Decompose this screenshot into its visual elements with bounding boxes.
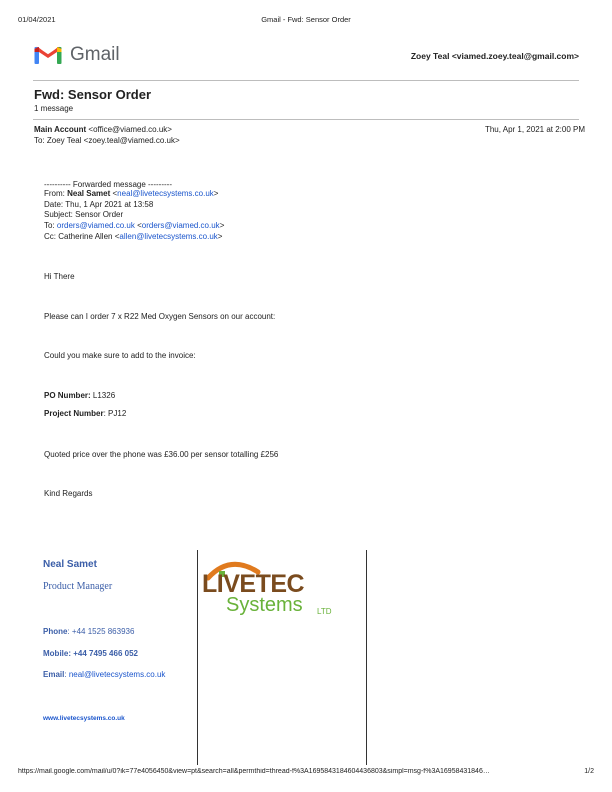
signature-name: Neal Samet [43, 559, 97, 570]
print-date: 01/04/2021 [18, 15, 56, 24]
forwarded-from: From: Neal Samet <neal@livetecsystems.co.uk> [44, 189, 219, 198]
body-greeting: Hi There [44, 272, 75, 281]
livetec-logo-text: LIVETEC [202, 570, 305, 598]
gmail-logo[interactable] [34, 44, 62, 67]
livetec-systems-text: Systems [226, 594, 303, 616]
po-label: PO Number: [44, 391, 91, 400]
sender-email: <office@viamed.co.uk> [88, 125, 172, 134]
body-closing: Kind Regards [44, 489, 93, 498]
divider-subject [33, 119, 579, 120]
sender-name: Main Account [34, 125, 87, 134]
forwarded-to-email-link-2[interactable]: orders@viamed.co.uk [141, 221, 220, 230]
phone-label: Phone [43, 627, 68, 636]
forwarded-subject: Subject: Sensor Order [44, 210, 124, 219]
email-label: Email [43, 670, 65, 679]
thread-subject: Fwd: Sensor Order [34, 87, 152, 102]
project-value: PJ12 [108, 409, 127, 418]
account-name: Zoey Teal [410, 51, 450, 61]
forwarded-header: ---------- Forwarded message --------- [44, 180, 172, 189]
mobile-label: Mobile: [43, 649, 71, 658]
message-sender [34, 125, 172, 134]
signature-divider-right [366, 550, 367, 765]
signature-role: Product Manager [43, 581, 113, 592]
signature-mobile [43, 649, 138, 658]
forwarded-from-name: Neal Samet [67, 189, 111, 198]
livetec-logo [202, 556, 362, 626]
body-project: Project Number: PJ12 [44, 409, 127, 418]
body-invoice: Could you make sure to add to the invoice: [44, 351, 196, 360]
message-recipients: To: Zoey Teal <zoey.teal@viamed.co.uk> [34, 136, 180, 145]
forwarded-date: Date: Thu, 1 Apr 2021 at 13:58 [44, 200, 154, 209]
forwarded-to: To: orders@viamed.co.uk <orders@viamed.co.uk> [44, 221, 225, 230]
footer-url: https://mail.google.com/mail/u/0?ik=77e4056450&view=pt&search=all&permthid=thread-f%3A1695843184604436803&simpl=msg-f%3A16958431846… [18, 768, 490, 775]
forwarded-cc-label: Cc: Catherine Allen [44, 232, 113, 241]
body-request: Please can I order 7 x R22 Med Oxygen Sensors on our account: [44, 312, 276, 321]
project-label: Project Number [44, 409, 104, 418]
mobile-value[interactable]: +44 7495 466 052 [73, 649, 138, 658]
divider-top [33, 80, 579, 81]
signature-divider-left [197, 550, 198, 765]
message-count: 1 message [34, 104, 74, 113]
forwarded-cc-email-link[interactable]: allen@livetecsystems.co.uk [119, 232, 218, 241]
livetec-ltd-text: LTD [317, 607, 332, 616]
forwarded-from-label: From: [44, 189, 65, 198]
account-email: <viamed.zoey.teal@gmail.com> [451, 51, 579, 61]
body-po [44, 391, 115, 400]
phone-value[interactable]: +44 1525 863936 [71, 627, 135, 636]
gmail-logo-text: Gmail [70, 44, 120, 65]
signature-website [43, 715, 125, 722]
website-link[interactable]: www.livetecsystems.co.uk [43, 715, 125, 722]
account-info [411, 51, 579, 61]
signature-phone: Phone: +44 1525 863936 [43, 627, 135, 636]
body-quote: Quoted price over the phone was £36.00 per sensor totalling £256 [44, 450, 279, 459]
signature-email-link[interactable]: neal@livetecsystems.co.uk [68, 670, 166, 679]
signature-email: Email: neal@livetecsystems.co.uk [43, 670, 166, 679]
gmail-m-icon [34, 44, 62, 65]
forwarded-to-label: To: [44, 221, 55, 230]
po-value: L1326 [92, 391, 116, 400]
footer-page-number: 1/2 [584, 768, 594, 775]
print-title: Gmail - Fwd: Sensor Order [261, 15, 351, 24]
forwarded-from-email-link[interactable]: neal@livetecsystems.co.uk [117, 189, 214, 198]
forwarded-to-email-link[interactable]: orders@viamed.co.uk [56, 221, 135, 230]
forwarded-cc: Cc: Catherine Allen <allen@livetecsystems.co.uk> [44, 232, 223, 241]
message-timestamp: Thu, Apr 1, 2021 at 2:00 PM [484, 125, 585, 134]
